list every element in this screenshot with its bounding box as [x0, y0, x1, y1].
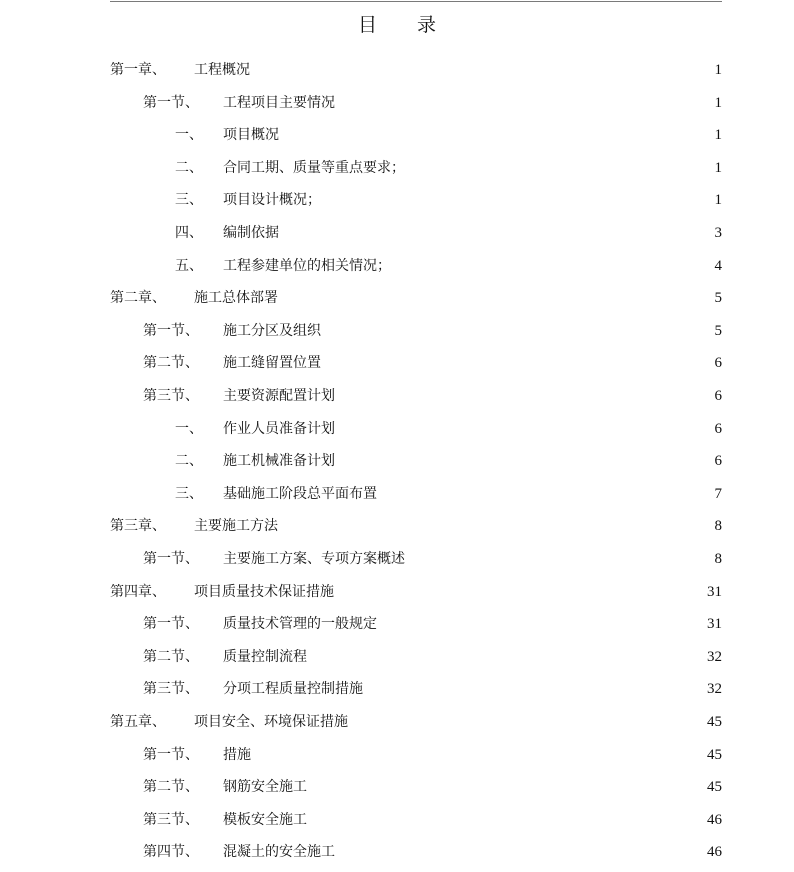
toc-entry[interactable]	[143, 541, 722, 567]
toc-entry-title: 措施	[223, 746, 251, 763]
toc-entry-title: 主要资源配置计划	[223, 388, 335, 404]
toc-entry-page: 8	[714, 518, 722, 535]
dot-leader	[310, 802, 703, 824]
toc-entry-number: 第二节、	[143, 779, 199, 796]
toc-entry[interactable]	[175, 150, 722, 176]
toc-entry-title: 施工机械准备计划	[223, 453, 335, 470]
dot-leader	[380, 606, 703, 628]
dot-leader	[408, 541, 711, 563]
dot-leader	[282, 215, 711, 237]
dot-leader	[324, 313, 711, 335]
toc-entry-title: 工程项目主要情况	[223, 94, 335, 111]
toc-entry-title: 施工缝留置位置	[223, 355, 321, 372]
toc-entry-number: 二、	[175, 453, 203, 470]
toc-entry[interactable]	[143, 671, 722, 698]
toc-entry-title: 模板安全施工	[223, 811, 307, 828]
dot-leader	[281, 280, 711, 302]
toc-entry[interactable]	[110, 52, 722, 78]
toc-entry-page: 4	[714, 257, 722, 274]
dot-leader	[351, 704, 703, 726]
toc-entry-title: 混凝土的安全施工	[223, 844, 335, 861]
toc-entry-title: 工程概况	[194, 62, 250, 78]
toc-entry[interactable]	[143, 639, 722, 665]
toc-entry-title: 合同工期、质量等重点要求；	[223, 159, 405, 176]
dot-leader	[324, 182, 711, 204]
toc-entry-title: 质量技术管理的一般规定	[223, 616, 377, 633]
toc-entry-number: 一、	[175, 127, 203, 144]
toc-entry[interactable]	[175, 182, 722, 209]
toc-entry-number: 第二章、	[110, 290, 166, 307]
toc-entry-title: 施工分区及组织	[223, 322, 321, 339]
toc-entry[interactable]	[143, 769, 722, 796]
dot-leader	[324, 345, 711, 367]
toc-entry-number: 五、	[175, 257, 203, 274]
toc-entry[interactable]	[175, 443, 722, 470]
dot-leader	[380, 476, 711, 498]
toc-entry-number: 第一章、	[110, 62, 166, 78]
toc-entry-page: 1	[714, 192, 722, 209]
toc-entry-number: 第五章、	[110, 714, 166, 730]
toc-entry-number: 三、	[175, 485, 203, 502]
toc-entry-title: 项目安全、环境保证措施	[194, 714, 348, 730]
toc-entry-number: 第一节、	[143, 94, 199, 111]
toc-entry[interactable]	[143, 606, 722, 633]
dot-leader	[281, 508, 711, 530]
toc-entry-title: 项目设计概况；	[223, 192, 321, 209]
toc-entry-page: 8	[714, 551, 722, 567]
toc-entry-page: 31	[707, 616, 722, 633]
dot-leader	[253, 52, 711, 74]
toc-entry-number: 第四节、	[143, 844, 199, 861]
toc-entry-page: 7	[714, 485, 722, 502]
toc-entry[interactable]	[110, 574, 722, 600]
toc-entry[interactable]	[143, 313, 722, 339]
toc-entry[interactable]	[175, 411, 722, 437]
toc-entry[interactable]	[143, 802, 722, 828]
toc-entry-page: 46	[707, 844, 722, 861]
toc-entry[interactable]	[110, 704, 722, 730]
toc-entry-title: 主要施工方法	[194, 518, 278, 535]
toc-entry-title: 施工总体部署	[194, 290, 278, 307]
toc-entry-number: 第四章、	[110, 583, 166, 600]
toc-entry-page: 6	[714, 453, 722, 470]
dot-leader	[337, 574, 703, 596]
toc-entry-page: 32	[707, 648, 722, 665]
toc-entry-page: 6	[714, 388, 722, 404]
toc-entry-number: 一、	[175, 420, 203, 437]
toc-entry-page: 31	[707, 583, 722, 600]
dot-leader	[338, 411, 711, 433]
toc-entry-number: 第一节、	[143, 551, 199, 567]
toc-entry-title: 分项工程质量控制措施	[223, 681, 363, 698]
toc-entry[interactable]	[110, 508, 722, 535]
toc-entry-number: 第二节、	[143, 355, 199, 372]
toc-entry-page: 6	[714, 355, 722, 372]
toc-entry-title: 工程参建单位的相关情况；	[223, 257, 391, 274]
toc-entry-number: 第三节、	[143, 681, 199, 698]
dot-leader	[338, 443, 711, 465]
dot-leader	[254, 737, 703, 759]
toc-entry[interactable]	[143, 737, 722, 763]
dot-leader	[310, 639, 703, 661]
toc-entry-title: 基础施工阶段总平面布置	[223, 485, 377, 502]
toc-entry-page: 6	[714, 420, 722, 437]
page-title: 目录	[357, 14, 476, 36]
dot-leader	[338, 378, 711, 400]
toc-entry-page: 45	[707, 714, 722, 730]
toc-entry-page: 1	[714, 159, 722, 176]
toc-entry-number: 第三节、	[143, 388, 199, 404]
toc-entry[interactable]	[175, 248, 722, 274]
toc-entry[interactable]	[143, 378, 722, 404]
toc-entry-page: 45	[707, 779, 722, 796]
toc-entry-page: 45	[707, 746, 722, 763]
dot-leader	[338, 834, 703, 856]
toc-entry-number: 第二节、	[143, 648, 199, 665]
dot-leader	[338, 85, 711, 107]
toc-entry-number: 第一节、	[143, 746, 199, 763]
toc-entry[interactable]	[175, 215, 722, 241]
toc-entry-number: 第三节、	[143, 811, 199, 828]
toc-entry[interactable]	[143, 834, 722, 861]
toc-entry[interactable]	[143, 85, 722, 111]
toc-entry-title: 主要施工方案、专项方案概述	[223, 551, 405, 567]
dot-leader	[366, 671, 703, 693]
toc-entry-number: 第一节、	[143, 322, 199, 339]
toc-entry-title: 项目概况	[223, 127, 279, 144]
toc-entry-number: 第三章、	[110, 518, 166, 535]
toc-entry[interactable]	[175, 117, 722, 144]
toc-entry-number: 二、	[175, 159, 203, 176]
toc-entry-page: 46	[707, 811, 722, 828]
toc-entry-number: 三、	[175, 192, 203, 209]
toc-entry-page: 1	[714, 127, 722, 144]
toc-entry-title: 钢筋安全施工	[223, 779, 307, 796]
toc-entry-page: 32	[707, 681, 722, 698]
toc-entry-title: 作业人员准备计划	[223, 420, 335, 437]
toc-entry-title: 项目质量技术保证措施	[194, 583, 334, 600]
toc-entry-page: 5	[714, 290, 722, 307]
dot-leader	[394, 248, 711, 270]
toc-entry-page: 3	[714, 225, 722, 241]
dot-leader	[310, 769, 703, 791]
toc-entry-page: 5	[714, 322, 722, 339]
toc-entry-page: 1	[714, 94, 722, 111]
toc-entry-page: 1	[714, 62, 722, 78]
toc-entry-title: 编制依据	[223, 225, 279, 241]
toc-entry-title: 质量控制流程	[223, 648, 307, 665]
toc-entry[interactable]	[110, 280, 722, 307]
dot-leader	[408, 150, 711, 172]
toc-entry[interactable]	[175, 476, 722, 502]
toc-entry[interactable]	[143, 345, 722, 372]
toc-entry-number: 第一节、	[143, 616, 199, 633]
dot-leader	[282, 117, 711, 139]
toc-entry-number: 四、	[175, 225, 203, 241]
